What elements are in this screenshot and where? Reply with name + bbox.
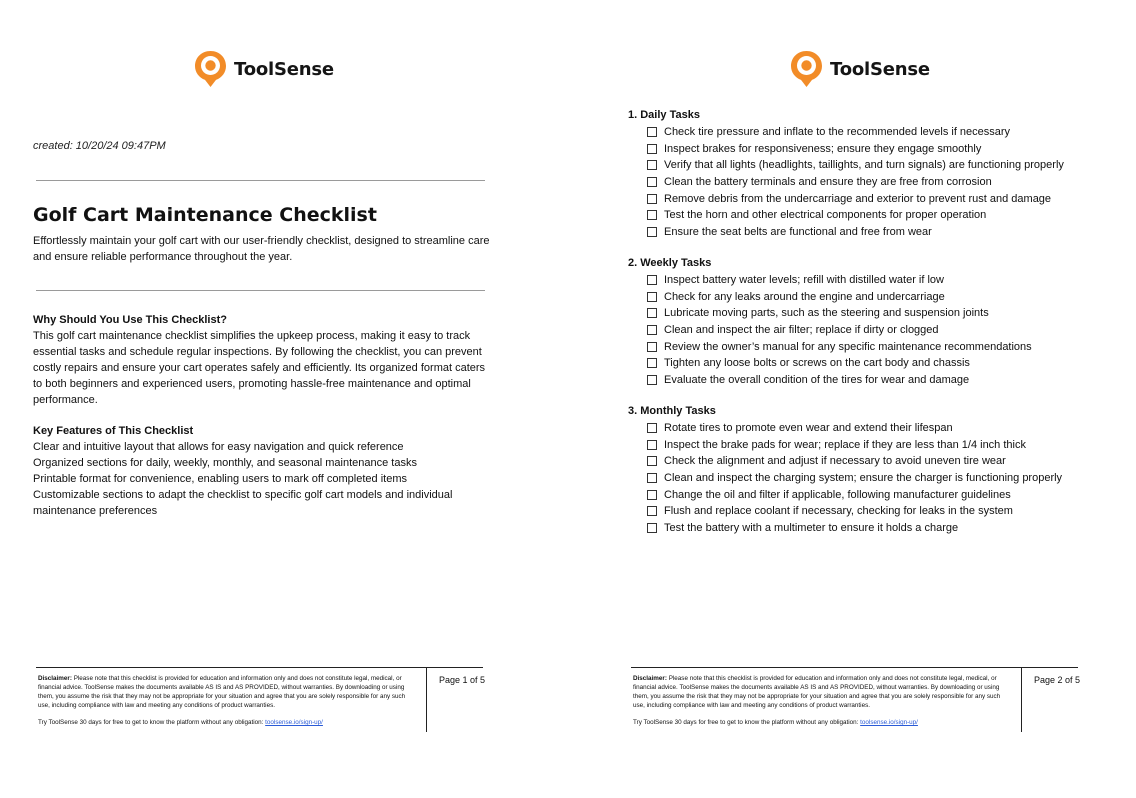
page-number: Page 1 of 5 [439,675,486,685]
signup-link[interactable]: toolsense.io/sign-up/ [265,719,323,726]
intro-text: Effortlessly maintain your golf cart with our user-friendly checklist, designed to streamline care and ensure reliable performance throughout the year. [33,235,490,263]
section-title: 1. Daily Tasks [628,109,700,121]
signup-link[interactable]: toolsense.io/sign-up/ [860,719,918,726]
features-list [33,439,473,519]
task-item[interactable] [628,437,1136,454]
brand-name: ToolSense [234,58,334,80]
trial-note [38,719,323,726]
task-label: Check tire pressure and inflate to the recommended levels if necessary [664,126,1011,139]
task-label: Test the horn and other electrical components for proper operation [664,209,987,222]
checkbox[interactable] [647,523,657,533]
task-item[interactable] [628,322,1136,339]
disclaimer-text: Please note that this checklist is provided for education and information only and does not constitute legal, medical, or financial advice. ToolSense makes the documents available AS IS and AS PROVIDED, without warranties. By downloading or using them, you assume the risk that they may not be appropriate for your situation and agree that you are solely responsible for any such use, including compliance with law and meeting any conditions of product warranties. [633,675,1001,709]
task-list [628,124,1136,240]
checkbox[interactable] [647,275,657,285]
divider [36,290,485,291]
monthly-tasks-section [628,403,1136,536]
footer-divider [1021,668,1022,732]
footer-divider [426,668,427,732]
page-footer [631,667,1081,732]
weekly-tasks-section [628,255,1136,388]
task-label: Ensure the seat belts are functional and free from wear [664,225,932,238]
checkbox[interactable] [647,144,657,154]
task-item[interactable] [628,272,1136,289]
task-label: Rotate tires to promote even wear and extend their lifespan [664,422,953,435]
task-label: Review the owner’s manual for any specific maintenance recommendations [664,340,1032,353]
task-item[interactable] [628,224,1136,241]
task-list [628,272,1136,388]
task-item[interactable] [628,124,1136,141]
why-text: This golf cart maintenance checklist simplifies the upkeep process, making it easy to track essential tasks and schedule regular inspections. By following the checklist, you can prevent costly repairs and ensure your cart operates safely and efficiently. Its organized format caters to both beginners and experienced users, promoting hassle-free maintenance and optimal performance. [33,330,486,406]
feature-item: Customizable sections to adapt the checklist to specific golf cart models and individual maintenance preferences [33,489,453,517]
toolsense-logo [790,50,930,88]
task-item[interactable] [628,453,1136,470]
why-heading: Why Should You Use This Checklist? [33,314,227,326]
checkbox[interactable] [647,227,657,237]
task-item[interactable] [628,190,1136,207]
task-label: Inspect battery water levels; refill with distilled water if low [664,274,944,287]
disclaimer-label: Disclaimer: [633,675,667,682]
task-label: Clean and inspect the charging system; ensure the charger is functioning properly [664,472,1063,485]
task-list [628,420,1136,536]
task-item[interactable] [628,141,1136,158]
checkbox[interactable] [647,308,657,318]
checkbox[interactable] [647,490,657,500]
task-item[interactable] [628,503,1136,520]
daily-tasks-section [628,107,1136,240]
task-label: Clean and inspect the air filter; replace if dirty or clogged [664,324,939,337]
task-item[interactable] [628,338,1136,355]
feature-item: Organized sections for daily, weekly, monthly, and seasonal maintenance tasks [33,457,417,469]
feature-item: Clear and intuitive layout that allows for easy navigation and quick reference [33,441,404,453]
task-item[interactable] [628,470,1136,487]
feature-item: Printable format for convenience, enabling users to mark off completed items [33,473,407,485]
disclaimer-text: Please note that this checklist is provided for education and information only and does not constitute legal, medical, or financial advice. ToolSense makes the documents available AS IS and AS PROVIDED, without warranties. By downloading or using them, you assume the risk that they may not be appropriate for your situation and agree that you are solely responsible for any such use, including compliance with law and meeting any conditions of product warranties. [38,675,406,709]
task-label: Flush and replace coolant if necessary, checking for leaks in the system [664,505,1013,518]
task-label: Clean the battery terminals and ensure they are free from corrosion [664,176,992,189]
disclaimer [633,674,1009,710]
task-item[interactable] [628,305,1136,322]
location-pin-icon [194,50,227,88]
checkbox[interactable] [647,292,657,302]
task-label: Change the oil and filter if applicable, following manufacturer guidelines [664,488,1011,501]
task-item[interactable] [628,207,1136,224]
document-page-2 [595,0,1136,798]
trial-note [633,719,918,726]
task-label: Evaluate the overall condition of the tires for wear and damage [664,373,970,386]
task-item[interactable] [628,372,1136,389]
checkbox[interactable] [647,440,657,450]
task-label: Verify that all lights (headlights, taillights, and turn signals) are functioning properly [664,159,1064,172]
page-number: Page 2 of 5 [1034,675,1081,685]
task-label: Check for any leaks around the engine and undercarriage [664,290,945,303]
task-label: Remove debris from the undercarriage and exterior to prevent rust and damage [664,192,1052,205]
checkbox[interactable] [647,473,657,483]
task-label: Tighten any loose bolts or screws on the cart body and chassis [664,357,970,370]
features-heading: Key Features of This Checklist [33,425,194,437]
task-item[interactable] [628,157,1136,174]
trial-text: Try ToolSense 30 days for free to get to know the platform without any obligation: [633,719,861,726]
checkbox[interactable] [647,127,657,137]
task-label: Inspect brakes for responsiveness; ensure they engage smoothly [664,142,982,155]
location-pin-icon [790,50,823,88]
checkbox[interactable] [647,423,657,433]
disclaimer-label: Disclaimer: [38,675,72,682]
task-label: Inspect the brake pads for wear; replace if they are less than 1/4 inch thick [664,438,1026,451]
section-title: 2. Weekly Tasks [628,257,712,269]
task-item[interactable] [628,174,1136,191]
toolsense-logo [194,50,334,88]
checkbox[interactable] [647,194,657,204]
trial-text: Try ToolSense 30 days for free to get to know the platform without any obligation: [38,719,266,726]
section-title: 3. Monthly Tasks [628,405,716,417]
task-item[interactable] [628,355,1136,372]
task-label: Check the alignment and adjust if necessary to avoid uneven tire wear [664,455,1006,468]
checkbox[interactable] [647,325,657,335]
checkbox[interactable] [647,506,657,516]
task-label: Lubricate moving parts, such as the steering and suspension joints [664,307,989,320]
disclaimer [38,674,414,710]
checkbox[interactable] [647,177,657,187]
checkbox[interactable] [647,358,657,368]
task-item[interactable] [628,289,1136,306]
divider [36,180,485,181]
page-title: Golf Cart Maintenance Checklist [33,204,377,226]
checkbox[interactable] [647,456,657,466]
checkbox[interactable] [647,160,657,170]
task-item[interactable] [628,486,1136,503]
created-timestamp: created: 10/20/24 09:47PM [33,140,166,152]
task-item[interactable] [628,420,1136,437]
checkbox[interactable] [647,210,657,220]
checkbox[interactable] [647,375,657,385]
page-footer [36,667,486,732]
task-label: Test the battery with a multimeter to ensure it holds a charge [664,521,959,534]
task-item[interactable] [628,520,1136,537]
checkbox[interactable] [647,342,657,352]
brand-name: ToolSense [830,58,930,80]
